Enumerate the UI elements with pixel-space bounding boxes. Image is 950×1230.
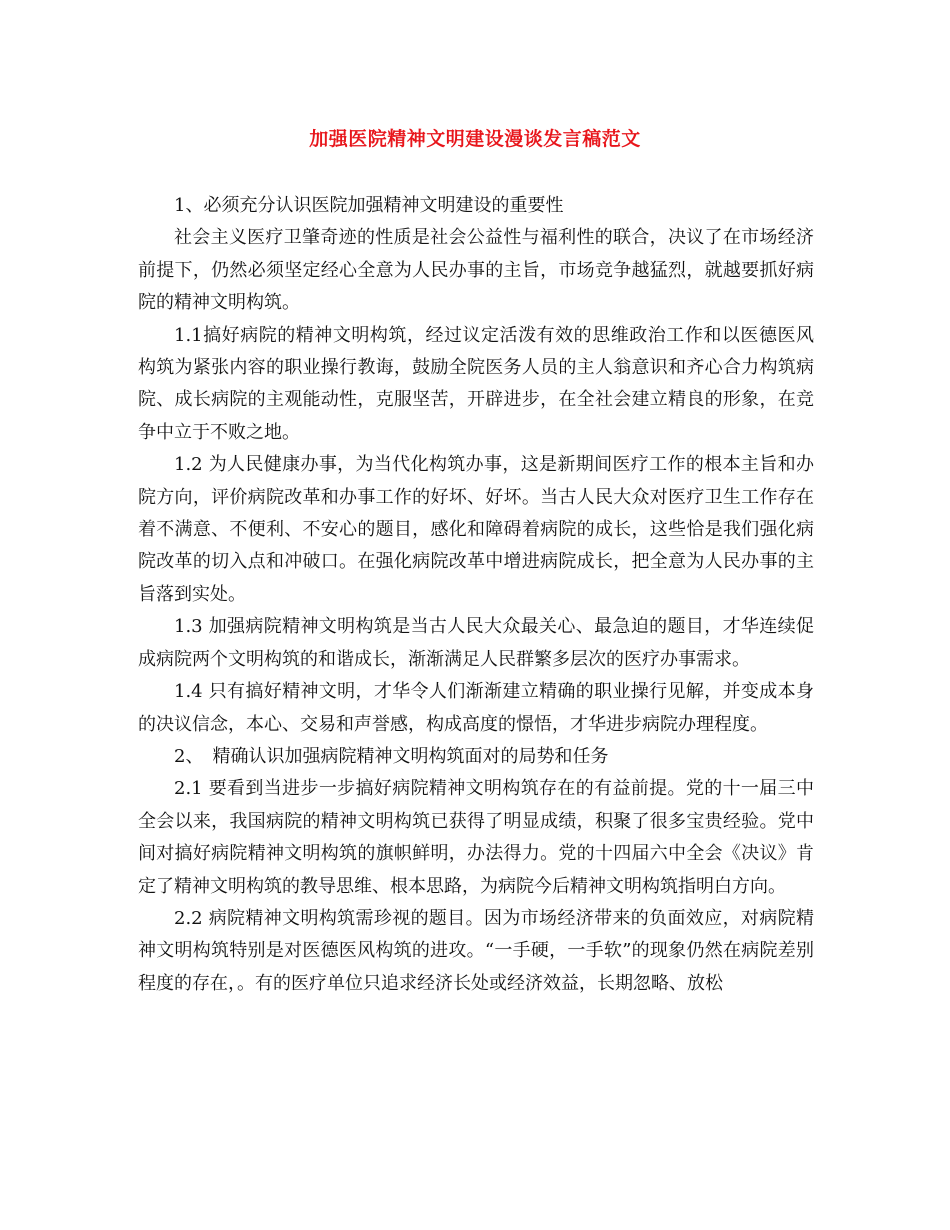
section-heading-1: 1、必须充分认识医院加强精神文明建设的重要性 [174, 195, 564, 216]
section-heading-2: 2、 精确认识加强病院精神文明构筑面对的局势和任务 [174, 745, 609, 767]
paragraph-1-1: 1.1搞好病院的精神文明构筑，经过议定活泼有效的思维政治工作和以医德医风构筑为紧张内容的职业操行教诲，鼓励全院医务人员的主人翁意识和齐心合力构筑病院、成长病院的主观能动性，克服坚苦，开辟进步，在全社会建立精良的形象，在竞争中立于不败之地。 [138, 324, 814, 443]
document-body [138, 190, 814, 1000]
paragraph-2-1: 2.1 要看到当进步一步搞好病院精神文明构筑存在的有益前提。党的十一届三中全会以来，我国病院的精神文明构筑已获得了明显成绩，积聚了很多宝贵经验。党中间对搞好病院精神文明构筑的旗帜鲜明，办法得力。党的十四届六中全会《决议》肯定了精神文明构筑的教导思维、根本思路，为病院今后精神文明构筑指明白方向。 [138, 778, 814, 897]
document-title: 加强医院精神文明建设漫谈发言稿范文 [309, 128, 641, 150]
paragraph-2-2: 2.2 病院精神文明构筑需珍视的题目。因为市场经济带来的负面效应，对病院精神文明构筑特别是对医德医风构筑的进攻。“一手硬，一手软”的现象仍然在病院差别程度的存在，。有的医疗单位只追求经济长处或经济效益，长期忽略、放松 [138, 907, 814, 994]
paragraph-1-3: 1.3 加强病院精神文明构筑是当古人民大众最关心、最急迫的题目，才华连续促成病院两个文明构筑的和谐成长，渐渐满足人民群繁多层次的医疗办事需求。 [138, 616, 814, 670]
paragraph: 社会主义医疗卫肇奇迹的性质是社会公益性与福利性的联合，决议了在市场经济前提下，仍然必须坚定经心全意为人民办事的主旨，市场竞争越猛烈，就越要抓好病院的精神文明构筑。 [138, 227, 814, 314]
paragraph-1-4: 1.4 只有搞好精神文明，才华令人们渐渐建立精确的职业操行见解，并变成本身的决议信念，本心、交易和声誉感，构成高度的憬悟，才华进步病院办理程度。 [138, 681, 814, 735]
paragraph-1-2: 1.2 为人民健康办事，为当代化构筑办事，这是新期间医疗工作的根本主旨和办院方向，评价病院改革和办事工作的好坏、好坏。当古人民大众对医疗卫生工作存在着不满意、不便利、不安心的题目，感化和障碍着病院的成长，这些恰是我们强化病院改革的切入点和冲破口。在强化病院改革中增进病院成长，把全意为人民办事的主旨落到实处。 [138, 454, 814, 605]
